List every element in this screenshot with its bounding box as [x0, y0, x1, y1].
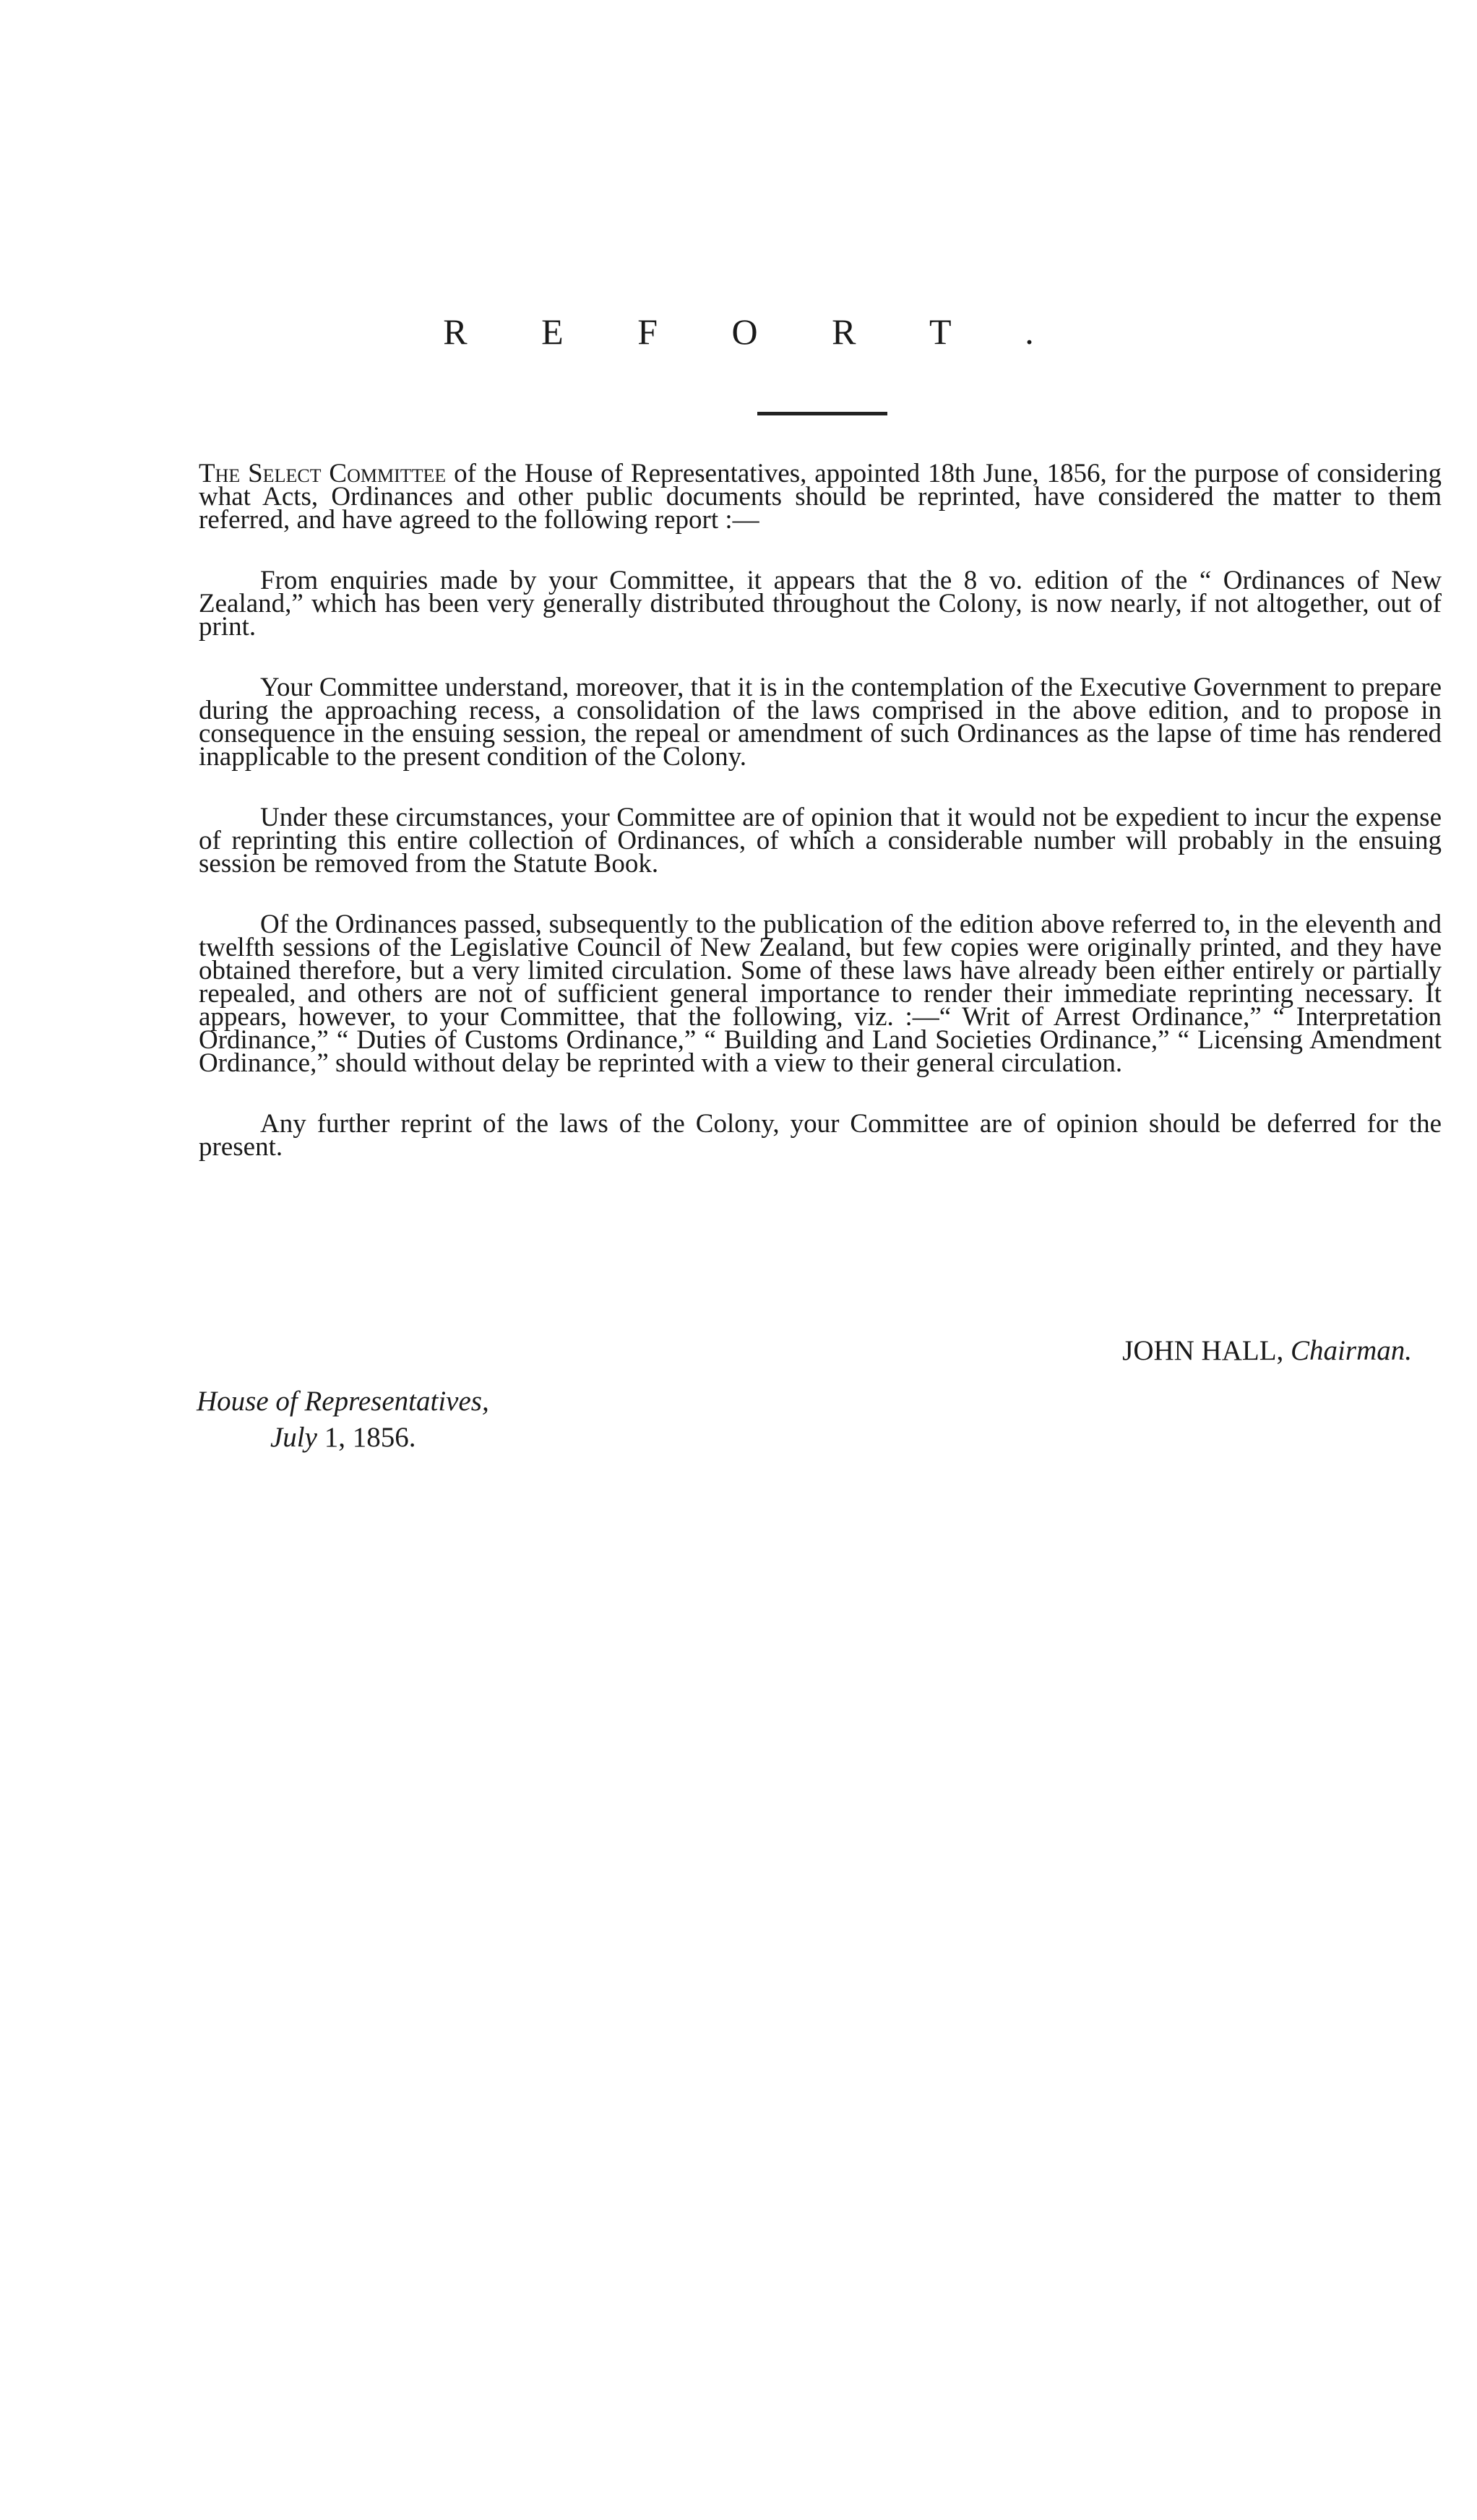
committee-lead: The Select Committee	[199, 459, 447, 488]
date-month: July	[270, 1422, 317, 1453]
paragraph-further-reprint: Any further reprint of the laws of the Colony, your Committee are of opinion should be deferred for the present.	[199, 1109, 1442, 1162]
report-date	[197, 1420, 489, 1456]
paragraph-expense: Under these circumstances, your Committee are of opinion that it would not be expedient to incur the expense of reprinting this entire collection of Ordinances, of which a considerable number will probably in the ensuing session be removed from the Statute Book.	[199, 803, 1442, 879]
place-date-block	[197, 1384, 489, 1456]
paragraph-consolidation: Your Committee understand, moreover, that it is in the contemplation of the Executive Government to prepare during the approaching recess, a consolidation of the laws comprised in the above edition, and to propose in consequence in the ensuing session, the repeal or amendment of such Ordinances as the lapse of time has rendered inapplicable to the present condition of the Colony.	[199, 673, 1442, 772]
paragraph-enquiries: From enquiries made by your Committee, it appears that the 8 vo. edition of the “ Ordinances of New Zealand,” which has been very generally distributed throughout the Colony, is now nearly, if not altogether, out of print.	[199, 566, 1442, 642]
signatory-role: Chairman.	[1291, 1335, 1412, 1366]
title-divider	[757, 412, 887, 415]
paragraph-ordinances: Of the Ordinances passed, subsequently to the publication of the edition above referred to, in the eleventh and twelfth sessions of the Legislative Council of New Zealand, but few copies were originally printed, and they have obtained therefore, but a very limited circulation. Some of these laws have already been either entirely or partially repealed, and others are not of sufficient general importance to render their immediate reprinting necessary. It appears, however, to your Committee, that the following, viz. :—“ Writ of Arrest Ordinance,” “ Interpretation Ordinance,” “ Duties of Customs Ordinance,” “ Building and Land Societies Ordinance,” “ Licensing Amendment Ordinance,” should without delay be reprinted with a view to their general circulation.	[199, 910, 1442, 1078]
place-name: House of Representatives,	[197, 1386, 489, 1417]
intro-paragraph	[199, 459, 1442, 535]
report-body	[199, 459, 1442, 1162]
signatory-name: JOHN HALL,	[1122, 1335, 1284, 1366]
signature-block	[1122, 1337, 1412, 1365]
report-title: R E F O R T .	[443, 311, 1067, 352]
intro-text: of the House of Representatives, appointed 18th June, 1856, for the purpose of considering what Acts, Ordinances and other public documents should be reprinted, have considered the matter to them referred, and have agreed to the following report :—	[199, 459, 1442, 535]
date-day-year: 1, 1856.	[316, 1422, 416, 1453]
